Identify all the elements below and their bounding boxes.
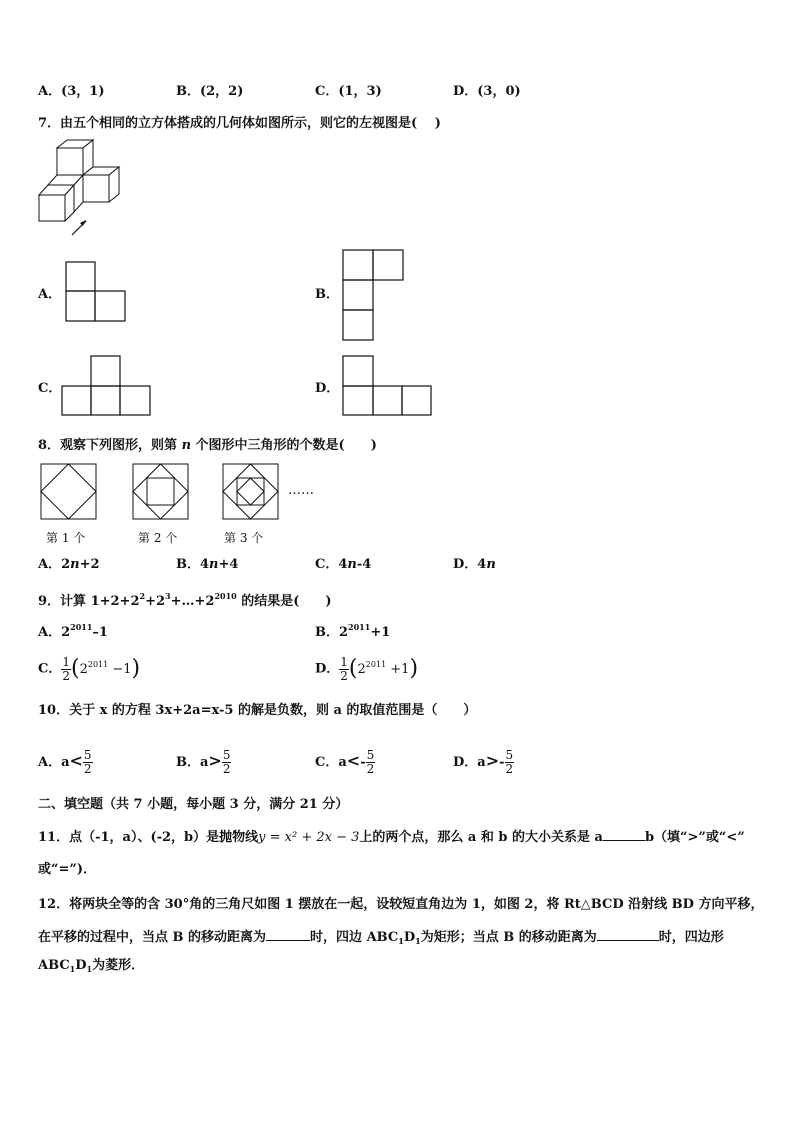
- q7-label-d: D．: [315, 381, 340, 396]
- q9-option-c: C． $\frac{1}{2}$ $(2^{2011} -1)$: [38, 654, 141, 683]
- q10-option-a: A．a< $\frac{5}{2}$: [38, 748, 92, 776]
- q12-blank-2[interactable]: [597, 928, 659, 941]
- q8-figure-3: [222, 463, 280, 521]
- q8-figure-3-label: 第 3 个: [224, 531, 264, 545]
- q6-option-c: C．(1，3): [315, 84, 382, 99]
- q8-option-d: D．4n: [453, 557, 496, 572]
- section-heading: 二、填空题（共 7 小题，每小题 3 分，满分 21 分）: [38, 797, 349, 812]
- q12-blank-1[interactable]: [266, 928, 310, 941]
- q7-option-d-figure: [341, 355, 433, 417]
- q11-line2: 或“=”)．: [38, 862, 96, 877]
- q8-figure-1-label: 第 1 个: [46, 531, 86, 545]
- q12-line2: 在平移的过程中，当点 B 的移动距离为 时，四边 $ABC_1D_1$为矩形；当点 B 的移动距离为 时，四边形: [38, 930, 724, 946]
- q7-option-b-figure: [341, 249, 405, 341]
- q8-ellipsis: ……: [288, 483, 314, 498]
- q10-stem: 10．关于 x 的方程 3x+2a=x-5 的解是负数，则 a 的取值范围是（ ）: [38, 703, 477, 718]
- q10-option-d: D．a>- $\frac{5}{2}$: [453, 748, 514, 776]
- q9-option-b: B．$2^{2011}+1$: [315, 622, 391, 640]
- q7-stem: 7．由五个相同的立方体搭成的几何体如图所示，则它的左视图是( ): [38, 116, 441, 131]
- q12-line1: 12．将两块全等的含 30°角的三角尺如图 1 摆放在一起，设较短直角边为 1，如图 2，将 Rt△BCD 沿射线 BD 方向平移，: [38, 897, 764, 912]
- q10-option-b: B．a> $\frac{5}{2}$: [176, 748, 231, 776]
- q7-option-a-figure: [65, 261, 127, 323]
- q7-label-c: C．: [38, 381, 62, 396]
- q7-solid-figure: [36, 138, 128, 242]
- q10-option-c: C．a<- $\frac{5}{2}$: [315, 748, 375, 776]
- q8-figure-2-label: 第 2 个: [138, 531, 178, 545]
- q8-figure-2: [132, 463, 190, 521]
- q7-label-b: B．: [315, 287, 339, 302]
- q12-line3: $ABC_1D_1$为菱形．: [38, 958, 145, 974]
- q11-line1: 11．点（-1，a）、(-2，b）是抛物线y = x² + 2x − 3上的两个点，那么 a 和 b 的大小关系是 a b（填“>”或“<”: [38, 830, 745, 845]
- q8-option-b: B．4n+4: [176, 557, 239, 572]
- q8-option-c: C．4n-4: [315, 557, 372, 572]
- q6-option-a: A．(3，1): [38, 84, 105, 99]
- q7-label-a: A．: [38, 287, 62, 302]
- q9-stem: 9．计算 $1+2+2^2+2^3+\dots+2^{2010}$ 的结果是( ): [38, 591, 332, 609]
- q6-option-b: B．(2，2): [176, 84, 244, 99]
- q8-stem: 8．观察下列图形，则第 n 个图形中三角形的个数是( ): [38, 438, 377, 453]
- q8-figure-1: [40, 463, 98, 521]
- q7-option-c-figure: [60, 355, 152, 417]
- q6-option-d: D．(3，0): [453, 84, 521, 99]
- q11-blank[interactable]: [603, 828, 645, 841]
- q9-option-d: D． $\frac{1}{2}$ $(2^{2011} +1)$: [315, 654, 419, 683]
- q8-option-a: A．2n+2: [38, 557, 100, 572]
- q9-option-a: A．$2^{2011}-1$: [38, 622, 108, 640]
